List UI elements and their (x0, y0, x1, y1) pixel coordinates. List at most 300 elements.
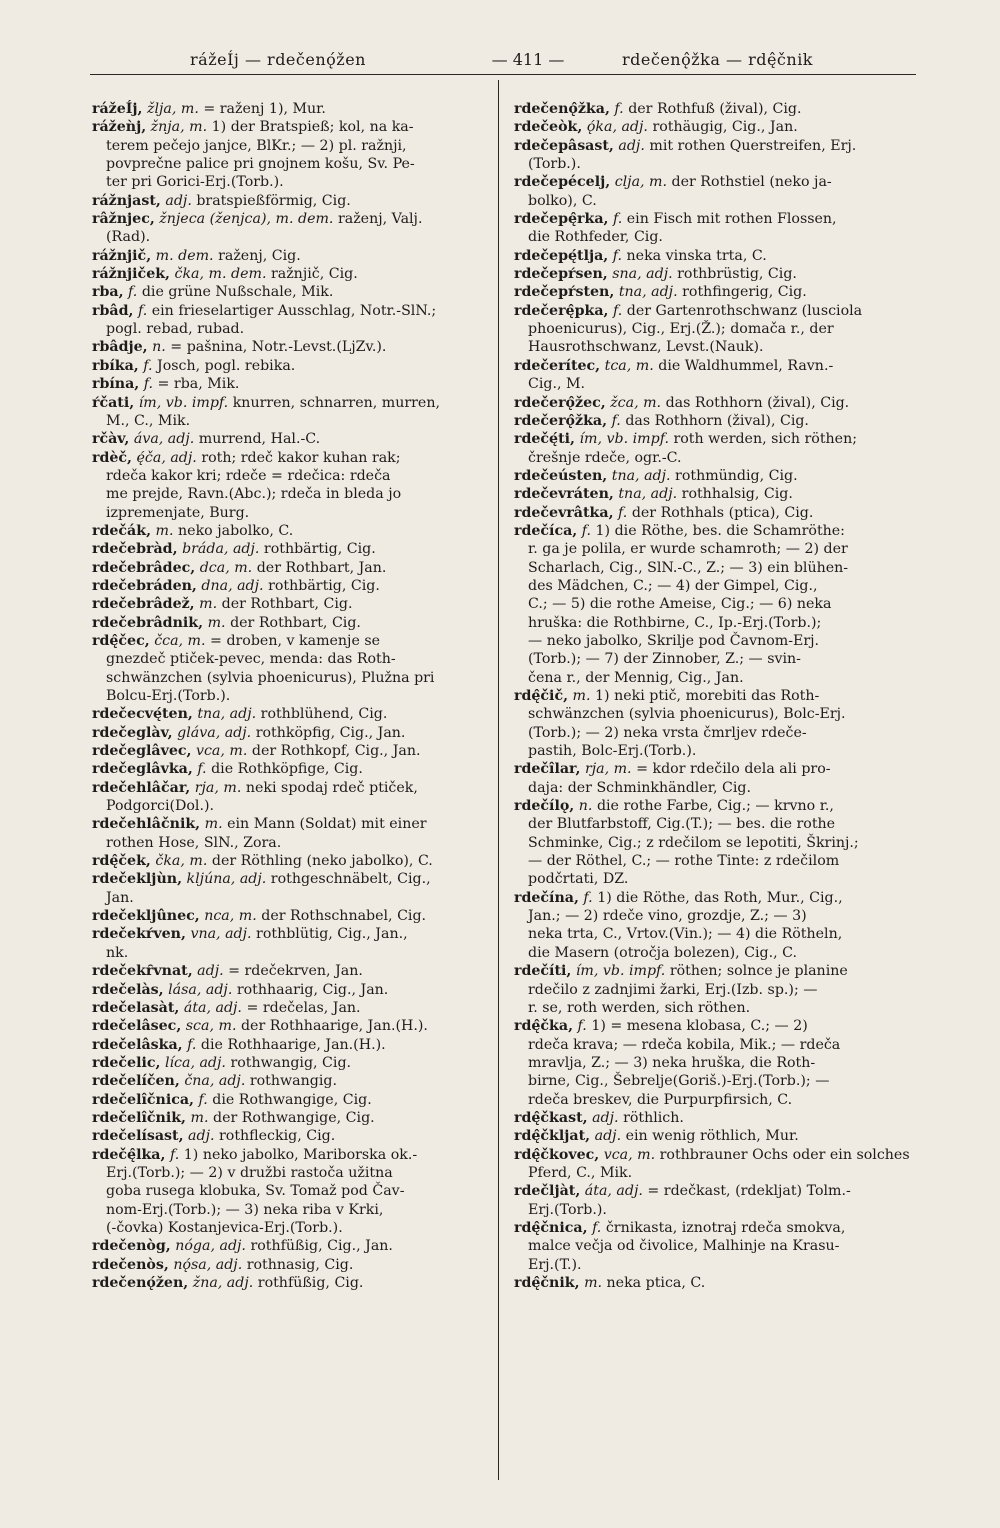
grammar-info: ím, vb. impf. (138, 394, 229, 411)
entry-first-line (92, 577, 490, 595)
definition-text: = kdor rdečilo dela ali pro- (636, 761, 831, 778)
definition-continuation: Hausrothschwanz, Levst.(Nauk). (528, 339, 764, 356)
headword: rdečehlâčnik, (92, 816, 201, 833)
entry-first-line (514, 430, 918, 448)
definition-text: die Rothköpfige, Cig. (211, 761, 363, 778)
dictionary-entry (92, 302, 490, 339)
entry-first-line (92, 265, 490, 283)
definition-continuation: die Rothfeder, Cig. (528, 229, 663, 246)
entry-first-line (92, 925, 490, 943)
grammar-info: áva, adj. (133, 431, 195, 448)
entry-first-line (92, 595, 490, 613)
dictionary-entry (92, 1274, 490, 1292)
definition-text: der Rothwangige, Cig. (212, 1109, 375, 1126)
definition-continuation: r. ga je polila, er wurde schamroth; — 2) der (528, 541, 848, 558)
headword: rdečljàt, (514, 1183, 581, 1200)
headword: rdečerǫ̂žka, (514, 412, 608, 429)
header-right-guideword: rdečenǫ̂žka — rdę̂čnik (622, 50, 813, 69)
headword: rdečepŕsen, (514, 266, 608, 283)
definition-text: rothbrauner Ochs oder ein solches (659, 1146, 910, 1163)
grammar-info: áta, adj. (584, 1183, 643, 1200)
definition-text: 1) die Röthe, bes. die Schamröthe: (595, 522, 845, 539)
headword: rdečebràd, (92, 541, 178, 558)
definition-text: 1) neko jabolko, Mariborska ok.- (183, 1146, 418, 1163)
definition-continuation: izpremenjate, Burg. (106, 504, 250, 521)
definition-text: ein Mann (Soldat) mit einer (227, 816, 427, 833)
dictionary-entry (514, 1017, 918, 1109)
entry-first-line (514, 265, 918, 283)
grammar-info: žlja, m. (146, 101, 199, 117)
grammar-info: f. (612, 247, 623, 264)
definition-text: 1) neki ptič, morebiti das Roth- (595, 688, 820, 704)
dictionary-entry (514, 118, 918, 136)
grammar-info: f. (613, 211, 623, 228)
entry-first-line (92, 999, 490, 1017)
dictionary-entry (92, 283, 490, 301)
definition-continuation: rdečilo z zadnjimi žarki, Erj.(Izb. sp.); — (528, 981, 818, 998)
entry-first-line (92, 192, 490, 210)
entry-first-line (92, 540, 490, 558)
grammar-info: f. (614, 101, 624, 117)
grammar-info: rja, m. (194, 779, 242, 796)
grammar-info: tna, adj. (611, 467, 671, 484)
definition-text: mit rothen Querstreifen, Erj. (649, 137, 857, 154)
grammar-info: n. (578, 798, 593, 815)
definition-text: die grüne Nußschale, Mik. (141, 284, 334, 301)
grammar-info: f. (592, 1219, 602, 1236)
definition-text: neki spodaj rdeč ptiček, (245, 779, 418, 796)
definition-text: die Rothhaarige, Jan.(H.). (200, 1036, 386, 1053)
entry-first-line (514, 247, 918, 265)
headword: rbâd, (92, 302, 134, 319)
headword: rdę̂ček, (92, 853, 151, 870)
definition-continuation: nk. (106, 944, 129, 961)
grammar-info: adj. (165, 192, 192, 209)
dictionary-entry (92, 724, 490, 742)
column-divider (498, 80, 499, 1480)
definition-text: rothfüßig, Cig. (257, 1275, 364, 1291)
entry-first-line (514, 504, 918, 522)
definition-text: = droben, v kamenje se (210, 632, 381, 649)
definition-continuation: Erj.(T.). (528, 1256, 582, 1273)
headword: rdečepę́tlja, (514, 247, 609, 264)
definition-text: rothfleckig, Cig. (219, 1128, 336, 1145)
definition-text: 1) der Bratspieß; kol, na ka- (211, 119, 414, 136)
dictionary-entry (514, 1219, 918, 1274)
entry-first-line (92, 1237, 490, 1255)
definition-continuation: C.; — 5) die rothe Ameise, Cig.; — 6) neka (528, 596, 832, 613)
dictionary-entry (92, 779, 490, 816)
definition-text: der Rothstiel (neko ja- (671, 174, 832, 191)
dictionary-entry (92, 870, 490, 907)
headword: rdečíti, (514, 963, 572, 980)
definition-continuation: Pferd, C., Mik. (528, 1164, 633, 1181)
headword: râžnjec, (92, 211, 155, 228)
definition-text: rothbärtig, Cig. (268, 577, 380, 594)
definition-continuation: die Masern (otročja bolezen), Cig., C. (528, 944, 798, 961)
entry-first-line (514, 1274, 918, 1292)
page-number: — 411 — (491, 50, 565, 69)
definition-text: murrend, Hal.-C. (198, 431, 321, 448)
dictionary-entry (92, 852, 490, 870)
dictionary-entry (92, 962, 490, 980)
grammar-info: tna, adj. (197, 706, 257, 723)
dictionary-entry (92, 1256, 490, 1274)
grammar-info: gláva, adj. (177, 724, 252, 741)
definition-continuation: Bolcu-Erj.(Torb.). (106, 688, 231, 704)
definition-text: raženj, Valj. (337, 211, 423, 228)
definition-text: der Rothhaarige, Jan.(H.). (240, 1018, 428, 1035)
entry-first-line (514, 1146, 918, 1164)
grammar-info: dna, adj. (201, 577, 264, 594)
headword: ŕčati, (92, 394, 135, 411)
dictionary-entry (92, 247, 490, 265)
entry-first-line (514, 302, 918, 320)
grammar-info: sna, adj. (612, 266, 673, 283)
dictionary-entry (92, 449, 490, 522)
definition-continuation: malce večja od čivolice, Malhinje na Krasu- (528, 1238, 840, 1255)
headword: rdečeglâvka, (92, 761, 193, 778)
dictionary-entry (514, 522, 918, 687)
definition-continuation: nom-Erj.(Torb.); — 3) neka riba v Krki, (106, 1201, 384, 1218)
definition-continuation: Jan. (106, 889, 134, 906)
grammar-info: f. (613, 302, 623, 319)
grammar-info: ím, vb. impf. (575, 963, 666, 980)
headword: rdečehlâčar, (92, 779, 191, 796)
definition-text: röthen; solnce je planine (669, 963, 848, 980)
headword: rdečenǫ̂žka, (514, 101, 610, 117)
definition-text: das Rothhorn (žival), Cig. (625, 412, 809, 429)
dictionary-entry (92, 981, 490, 999)
headword: rážnjiček, (92, 266, 170, 283)
definition-continuation: rdeča kakor kri; rdeče = rdečica: rdeča (106, 467, 391, 484)
definition-text: der Rothfuß (žival), Cig. (628, 101, 802, 117)
definition-text: = rba, Mik. (157, 376, 240, 393)
definition-text: rothäugig, Cig., Jan. (652, 119, 798, 136)
definition-continuation: (Torb.). (528, 156, 581, 173)
definition-text: 1) = mesena klobasa, C.; — 2) (591, 1018, 808, 1035)
grammar-info: nǫ́sa, adj. (173, 1256, 243, 1273)
headword: rdečerítec, (514, 357, 601, 374)
headword: rdę̂čka, (514, 1018, 574, 1035)
headword: rdečenòg, (92, 1238, 171, 1255)
entry-first-line (514, 357, 918, 375)
headword: rbâdje, (92, 339, 148, 356)
dictionary-entry (514, 1146, 918, 1183)
headword: rdečevrâtka, (514, 504, 614, 521)
grammar-info: m. (155, 522, 174, 539)
grammar-info: f. (169, 1146, 180, 1163)
headword: rdečeglâvec, (92, 743, 192, 760)
entry-first-line (514, 1109, 918, 1127)
grammar-info: adj. (188, 1128, 215, 1145)
headword: rdečenǫ́žen, (92, 1275, 189, 1291)
dictionary-entry (514, 889, 918, 962)
headword: rdečeglàv, (92, 724, 173, 741)
entry-first-line (514, 394, 918, 412)
dictionary-entry (92, 118, 490, 191)
dictionary-entry (514, 283, 918, 301)
grammar-info: m. (207, 614, 226, 631)
left-column (92, 100, 490, 1292)
dictionary-entry (92, 595, 490, 613)
headword: rdèč, (92, 449, 132, 466)
grammar-info: čna, adj. (184, 1073, 246, 1090)
headword: rdečîlar, (514, 761, 581, 778)
entry-first-line (514, 1127, 918, 1145)
entry-first-line (92, 283, 490, 301)
definition-continuation: Erj.(Torb.); — 2) v družbi rastoča užitna (106, 1164, 393, 1181)
entry-first-line (92, 870, 490, 888)
dictionary-entry (92, 999, 490, 1017)
dictionary-entry (514, 430, 918, 467)
headword: rdečelâsec, (92, 1018, 182, 1035)
dictionary-entry (92, 1054, 490, 1072)
headword: rdečílǫ, (514, 798, 575, 815)
entry-first-line (92, 742, 490, 760)
definition-continuation: terem pečejo janjce, BlKr.; — 2) pl. ražnji, (106, 137, 407, 154)
headword: rdę̂čkljat, (514, 1128, 591, 1145)
dictionary-entry (92, 614, 490, 632)
dictionary-entry (514, 210, 918, 247)
definition-text: rothblütig, Cig., Jan., (256, 926, 408, 943)
definition-text: rothhaarig, Cig., Jan. (236, 981, 389, 998)
headword: rdečelîčnik, (92, 1109, 186, 1126)
entry-first-line (514, 412, 918, 430)
entry-first-line (92, 1274, 490, 1292)
grammar-info: adj. (592, 1109, 619, 1126)
headword: rdečelísast, (92, 1128, 184, 1145)
definition-text: bratspießförmig, Cig. (196, 192, 351, 209)
headword: rdečelîčnica, (92, 1091, 194, 1108)
definition-text: roth; rdeč kakor kuhan rak; (201, 449, 401, 466)
dictionary-entry (92, 338, 490, 356)
header-left-guideword: rážeÍj — rdečenǫ́žen (190, 50, 366, 69)
entry-first-line (92, 118, 490, 136)
headword: rážnjast, (92, 192, 161, 209)
definition-continuation: me prejde, Ravn.(Abc.); rdeča in bleda jo (106, 486, 402, 503)
definition-continuation: — neko jabolko, Skrilje pod Čavnom-Erj. (528, 632, 820, 649)
grammar-info: f. (143, 376, 154, 393)
grammar-info: bráda, adj. (182, 541, 260, 558)
header-rule (90, 74, 916, 75)
grammar-info: tca, m. (604, 357, 654, 374)
entry-first-line (92, 981, 490, 999)
dictionary-entry (92, 577, 490, 595)
definition-text: rothwangig. (249, 1073, 337, 1090)
entry-first-line (92, 1036, 490, 1054)
definition-text: rothfüßig, Cig., Jan. (250, 1238, 393, 1255)
definition-continuation: M., C., Mik. (106, 412, 191, 429)
grammar-info: f. (198, 1091, 208, 1108)
definition-continuation: des Mädchen, C.; — 4) der Gimpel, Cig., (528, 577, 818, 594)
grammar-info: f. (187, 1036, 197, 1053)
headword: rdečelàs, (92, 981, 164, 998)
entry-first-line (514, 118, 918, 136)
headword: rdečíca, (514, 522, 578, 539)
dictionary-entry (92, 1146, 490, 1238)
grammar-info: líca, adj. (164, 1054, 226, 1071)
dictionary-entry (514, 357, 918, 394)
definition-continuation: rdeča krava; — rdeča kobila, Mik.; — rdeča (528, 1036, 841, 1053)
entry-first-line (514, 283, 918, 301)
entry-first-line (514, 173, 918, 191)
dictionary-entry (514, 687, 918, 760)
dictionary-entry (514, 394, 918, 412)
grammar-info: adj. (618, 137, 645, 154)
entry-first-line (514, 760, 918, 778)
dictionary-entry (514, 137, 918, 174)
grammar-info: adj. (594, 1128, 622, 1145)
page-header (90, 46, 916, 76)
dictionary-entry (514, 467, 918, 485)
headword: rdečebrâdež, (92, 596, 195, 613)
dictionary-entry (514, 962, 918, 1017)
definition-text: neko jabolko, C. (178, 522, 294, 539)
dictionary-entry (92, 1017, 490, 1035)
right-column (514, 100, 918, 1292)
definition-continuation: Cig., M. (528, 376, 586, 393)
grammar-info: adj. (197, 963, 224, 980)
entry-first-line (514, 687, 918, 705)
grammar-info: clja, m. (614, 174, 668, 191)
entry-first-line (92, 1091, 490, 1109)
definition-continuation: daja: der Schminkhändler, Cig. (528, 779, 751, 796)
definition-text: die Rothwangige, Cig. (212, 1091, 372, 1108)
grammar-info: čka, m. (155, 853, 208, 870)
headword: rdę̂čnik, (514, 1275, 580, 1291)
definition-continuation: črešnje rdeče, ogr.-C. (528, 449, 682, 466)
dictionary-entry (92, 430, 490, 448)
grammar-info: žca, m. (610, 394, 662, 411)
grammar-info: f. (143, 357, 153, 374)
grammar-info: lása, adj. (168, 981, 233, 998)
entry-first-line (92, 1256, 490, 1274)
dictionary-entry (92, 1091, 490, 1109)
headword: rdę̂čec, (92, 632, 150, 649)
headword: rdečę̂lka, (92, 1146, 166, 1163)
headword: rážeÍj, (92, 101, 143, 117)
definition-text: Josch, pogl. rebika. (157, 357, 296, 374)
entry-first-line (92, 357, 490, 375)
dictionary-entry (92, 522, 490, 540)
definition-text: ein frieselartiger Ausschlag, Notr.-SlN.; (151, 302, 437, 319)
definition-text: rothfingerig, Cig. (682, 284, 807, 301)
dictionary-entry (92, 815, 490, 852)
definition-continuation: Podgorci(Dol.). (106, 798, 215, 815)
dictionary-entry (514, 1182, 918, 1219)
grammar-info: f. (618, 504, 628, 521)
entry-first-line (92, 247, 490, 265)
dictionary-entry (514, 1274, 918, 1292)
grammar-info: dca, m. (199, 559, 253, 576)
entry-first-line (92, 430, 490, 448)
entry-first-line (92, 852, 490, 870)
definition-text: rothbärtig, Cig. (263, 541, 376, 558)
definition-continuation: (Torb.); — 7) der Zinnober, Z.; — svin- (528, 651, 801, 668)
definition-text: črnikasta, iznotraj rdeča smokva, (605, 1219, 846, 1236)
definition-text: rothblühend, Cig. (260, 706, 388, 723)
entry-first-line (514, 137, 918, 155)
headword: rdečekljùn, (92, 871, 183, 888)
definition-text: neka ptica, C. (606, 1275, 706, 1291)
headword: rdečekŕven, (92, 926, 186, 943)
definition-text: rothgeschnäbelt, Cig., (270, 871, 431, 888)
headword: rdę̂čkovec, (514, 1146, 600, 1163)
definition-continuation: bolko), C. (528, 192, 597, 209)
definition-continuation: neka trta, C., Vrtov.(Vin.); — 4) die Rötheln, (528, 926, 843, 943)
grammar-info: kljúna, adj. (186, 871, 267, 888)
dictionary-entry (92, 1237, 490, 1255)
dictionary-entry (92, 265, 490, 283)
definition-continuation: Schminke, Cig.; z rdečilom se lepotiti, Škrinj.; (528, 834, 859, 851)
definition-text: = pašnina, Notr.-Levst.(LjZv.). (170, 339, 387, 356)
grammar-info: f. (583, 889, 593, 906)
dictionary-entry (514, 504, 918, 522)
dictionary-entry (92, 1109, 490, 1127)
dictionary-entry (92, 394, 490, 431)
dictionary-entry (92, 1072, 490, 1090)
entry-first-line (92, 210, 490, 228)
definition-text: rothbrüstig, Cig. (677, 266, 797, 283)
headword: rdečenòs, (92, 1256, 169, 1273)
definition-continuation: schwänzchen (sylvia phoenicurus), Plužna pri (106, 669, 435, 686)
definition-continuation: gnezdeč ptiček-pevec, menda: das Roth- (106, 651, 396, 668)
definition-text: die rothe Farbe, Cig.; — krvno r., (596, 798, 834, 815)
definition-text: der Rothbart, Jan. (256, 559, 387, 576)
dictionary-entry (514, 1109, 918, 1127)
headword: rdečebrâdnik, (92, 614, 204, 631)
entry-first-line (92, 1127, 490, 1145)
dictionary-entry (514, 1127, 918, 1145)
headword: rdečelíčen, (92, 1073, 180, 1090)
headword: rážeǹj, (92, 119, 147, 136)
dictionary-entry (92, 760, 490, 778)
grammar-info: áta, adj. (183, 999, 242, 1016)
dictionary-entry (514, 485, 918, 503)
grammar-info: žna, adj. (192, 1275, 254, 1291)
headword: rbíka, (92, 357, 139, 374)
definition-continuation: der Blutfarbstoff, Cig.(T.); — bes. die rothe (528, 816, 836, 833)
headword: rdečelâska, (92, 1036, 183, 1053)
definition-text: rothköpfig, Cig., Jan. (255, 724, 406, 741)
entry-first-line (514, 1017, 918, 1035)
grammar-info: rja, m. (584, 761, 632, 778)
grammar-info: nóga, adj. (175, 1238, 246, 1255)
definition-continuation: čena r., der Mennig, Cig., Jan. (528, 669, 744, 686)
definition-continuation: rdeča breskev, die Purpurpfirsich, C. (528, 1091, 793, 1108)
entry-first-line (514, 467, 918, 485)
headword: rdę̂čič, (514, 688, 569, 704)
entry-first-line (514, 889, 918, 907)
dictionary-entry (92, 357, 490, 375)
definition-text: ein Fisch mit rothen Flossen, (626, 211, 837, 228)
entry-first-line (514, 485, 918, 503)
dictionary-entry (514, 247, 918, 265)
dictionary-entry (92, 907, 490, 925)
dictionary-entry (514, 412, 918, 430)
headword: rdečeústen, (514, 467, 608, 484)
entry-first-line (92, 375, 490, 393)
grammar-info: ǫ́ka, adj. (586, 119, 648, 136)
grammar-info: m. (584, 1275, 603, 1291)
entry-first-line (92, 100, 490, 118)
definition-text: das Rothhorn (žival), Cig. (665, 394, 850, 411)
grammar-info: m. (199, 596, 218, 613)
entry-first-line (514, 100, 918, 118)
dictionary-entry (92, 559, 490, 577)
definition-continuation: goba rusega klobuka, Sv. Tomaž pod Čav- (106, 1183, 405, 1200)
